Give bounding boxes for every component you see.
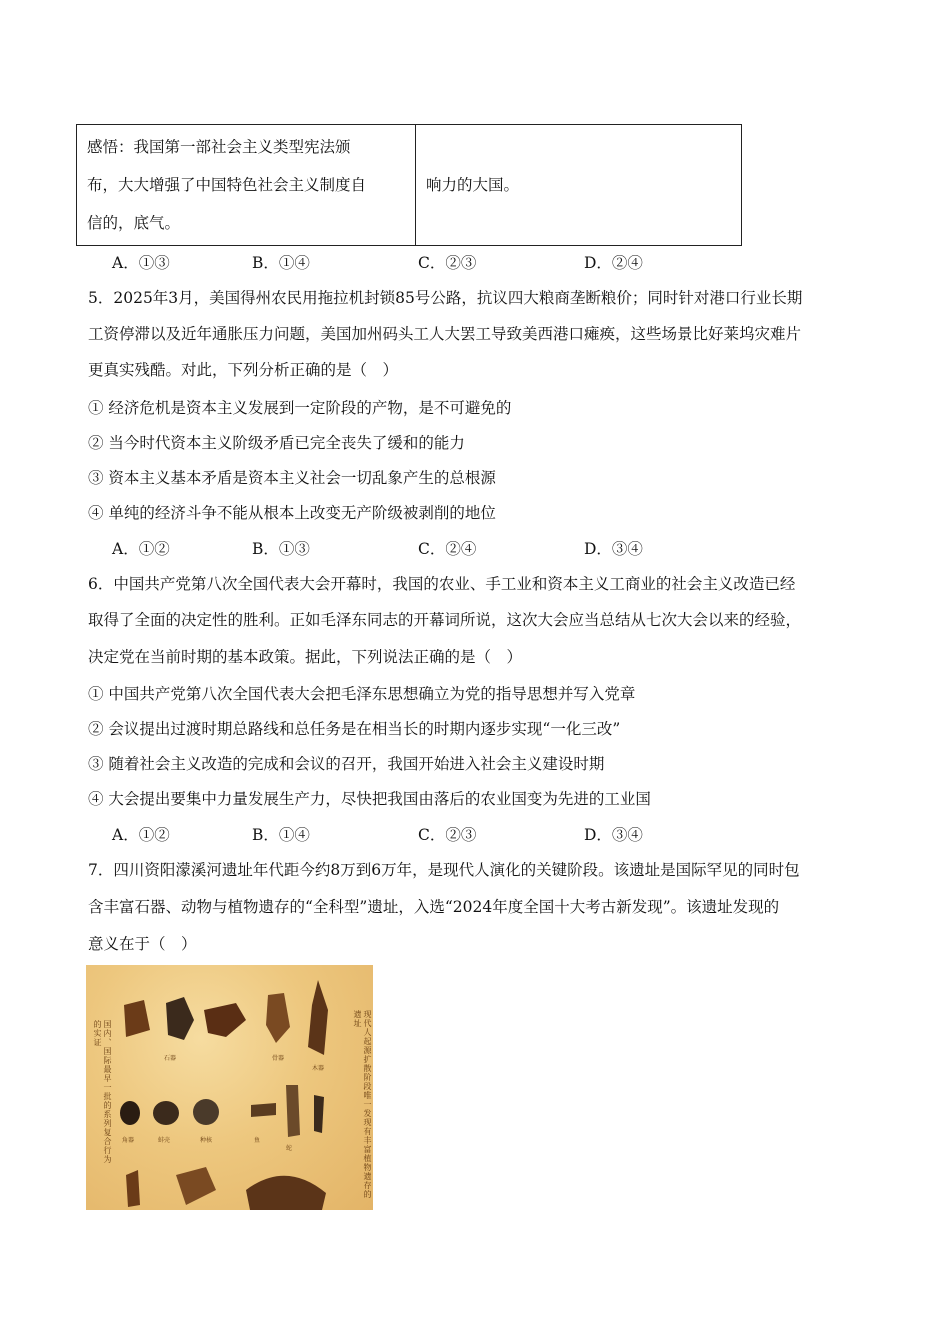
- q5-stem-line: 5．2025年3月，美国得州农民用拖拉机封锁85号公路，抗议四大粮商垄断粮价；同时针对港口行业长期: [88, 289, 803, 307]
- artifact-photo: [86, 965, 373, 1210]
- photo-label: 石器: [164, 1055, 177, 1062]
- q7-stem-line: 7．四川资阳濛溪河遗址年代距今约8万到6万年，是现代人演化的关键阶段。该遗址是国际罕见的同时包: [88, 861, 800, 879]
- photo-label: 蚌壳: [158, 1137, 171, 1144]
- q6-item-1: ① 中国共产党第八次全国代表大会把毛泽东思想确立为党的指导思想并写入党章: [88, 685, 636, 703]
- table-left-line: 感悟：我国第一部社会主义类型宪法颁: [87, 138, 351, 156]
- q6-item-2: ② 会议提出过渡时期总路线和总任务是在相当长的时期内逐步实现“一化三改”: [88, 720, 621, 738]
- q7-stem-line: 含丰富石器、动物与植物遗存的“全科型”遗址，入选“2024年度全国十大考古新发现”。该遗址发现的: [88, 898, 780, 916]
- q6-item-4: ④ 大会提出要集中力量发展生产力，尽快把我国由落后的农业国变为先进的工业国: [88, 790, 651, 808]
- photo-label: 种核: [200, 1137, 213, 1144]
- q5-item-3: ③ 资本主义基本矛盾是资本主义社会一切乱象产生的总根源: [88, 469, 496, 487]
- q5-option-c[interactable]: C．②④: [418, 540, 477, 558]
- table-left-cell: [77, 125, 416, 246]
- q4-option-a[interactable]: A．①③: [112, 254, 170, 272]
- q6-option-a[interactable]: A．①②: [112, 826, 170, 844]
- q6-stem-line: 6．中国共产党第八次全国代表大会开幕时，我国的农业、手工业和资本主义工商业的社会主义改造已经: [88, 575, 796, 593]
- q5-item-2: ② 当今时代资本主义阶级矛盾已完全丧失了缓和的能力: [88, 434, 465, 452]
- q6-item-3: ③ 随着社会主义改造的完成和会议的召开，我国开始进入社会主义建设时期: [88, 755, 605, 773]
- q6-option-b[interactable]: B．①④: [252, 826, 310, 844]
- q5-stem-line: 工资停滞以及近年通胀压力问题，美国加州码头工人大罢工导致美西港口瘫痪，这些场景比好莱坞灾难片: [88, 325, 802, 343]
- q5-item-4: ④ 单纯的经济斗争不能从根本上改变无产阶级被剥削的地位: [88, 504, 496, 522]
- q6-stem-line: 取得了全面的决定性的胜利。正如毛泽东同志的开幕词所说，这次大会应当总结从七次大会以来的经验，: [88, 611, 802, 629]
- photo-label: 鱼: [254, 1137, 261, 1144]
- artifact-drawing: [86, 965, 373, 1210]
- q6-stem-line: 决定党在当前时期的基本政策。据此，下列说法正确的是（ ）: [88, 648, 523, 666]
- q4-option-c[interactable]: C．②③: [418, 254, 477, 272]
- answer-table-fragment: [76, 124, 742, 246]
- q5-stem-line: 更真实残酷。对此，下列分析正确的是（ ）: [88, 361, 399, 379]
- table-left-line: 信的，底气。: [87, 214, 181, 232]
- photo-label: 蛇: [286, 1145, 293, 1152]
- q4-option-d[interactable]: D．②④: [584, 254, 643, 272]
- q7-stem-line: 意义在于（ ）: [88, 935, 197, 953]
- q5-option-b[interactable]: B．①③: [252, 540, 310, 558]
- q4-option-b[interactable]: B．①④: [252, 254, 310, 272]
- photo-label: 角器: [122, 1137, 135, 1144]
- q5-option-d[interactable]: D．③④: [584, 540, 643, 558]
- q5-item-1: ① 经济危机是资本主义发展到一定阶段的产物，是不可避免的: [88, 399, 512, 417]
- q6-option-c[interactable]: C．②③: [418, 826, 477, 844]
- photo-label: 骨器: [272, 1055, 285, 1062]
- table-left-line: 布，大大增强了中国特色社会主义制度自: [87, 176, 367, 194]
- table-right-cell: 响力的大国。: [416, 125, 742, 246]
- photo-right-caption: 现代人起源扩散阶段唯一发现有丰富植物遗存的遗址: [353, 1010, 372, 1199]
- photo-left-caption: 国内、国际最早一批的系列复合行为的实证: [93, 1020, 112, 1164]
- q6-option-d[interactable]: D．③④: [584, 826, 643, 844]
- q5-option-a[interactable]: A．①②: [112, 540, 170, 558]
- photo-label: 木器: [312, 1065, 325, 1072]
